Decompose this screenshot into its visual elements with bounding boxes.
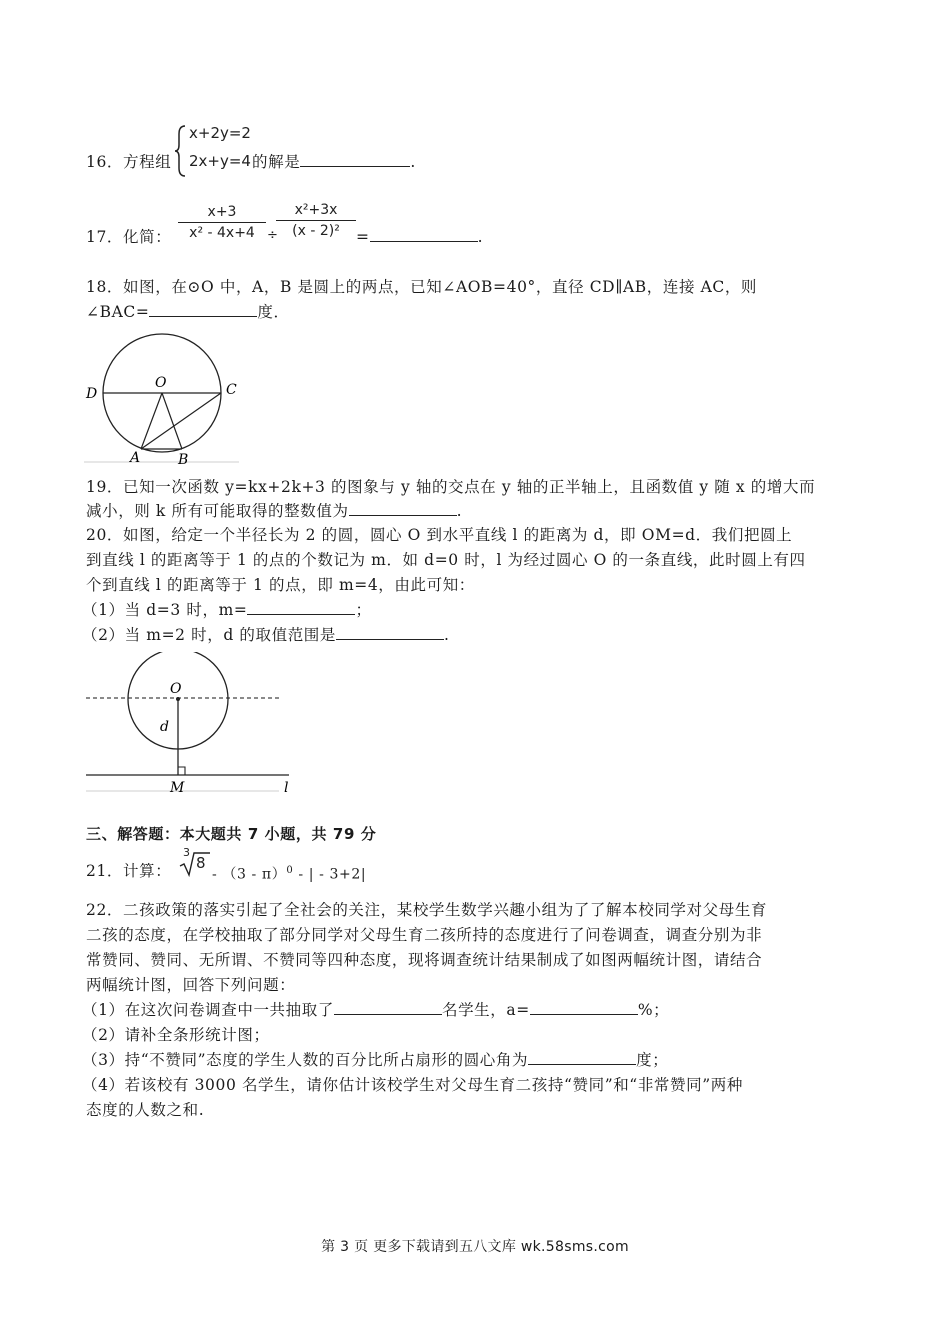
q17-end: . <box>477 228 484 246</box>
label-m: M <box>170 780 185 794</box>
q20-line-3: 个到直线 l 的距离等于 1 的点，即 m=4，由此可知： <box>86 576 475 594</box>
fraction-2-numerator: x²+3x <box>294 202 338 218</box>
q18-line-1: 18．如图，在⊙O 中，A，B 是圆上的两点，已知∠AOB=40°，直径 CD∥AB，连接 AC，则 <box>86 278 758 296</box>
q20-sub2-prefix: （2）当 m=2 时，d 的取值范围是 <box>82 626 337 644</box>
q21-tail: - | - 3+2| <box>298 866 367 883</box>
fraction-2-denominator: (x - 2)² <box>292 223 340 239</box>
q22-sub1-prefix: （1）在这次问卷调查中一共抽取了 <box>82 1001 334 1019</box>
fraction-1-numerator: x+3 <box>207 204 237 220</box>
label-o: O <box>155 375 167 391</box>
circle-figure-q18 <box>84 332 244 464</box>
segment-oa <box>141 393 162 449</box>
q18-line-2-suffix: 度． <box>257 303 290 321</box>
segment-ac <box>141 393 221 449</box>
q18-answer-blank[interactable] <box>149 301 257 317</box>
section-heading: 三、解答题：本大题共 7 小题，共 79 分 <box>86 825 377 843</box>
q17-equals: = <box>356 228 370 246</box>
segment-ob <box>162 393 182 449</box>
q21-exponent: 0 <box>286 865 294 876</box>
q18-line-2-prefix: ∠BAC= <box>86 303 150 321</box>
label-d: D <box>86 386 98 402</box>
q20-sub1-suffix: ； <box>355 601 372 619</box>
q21-rest: - （3 - π） <box>212 866 287 883</box>
q22-line-3: 常赞同、赞同、无所谓、不赞同等四种态度，现将调查统计结果制成了如图两幅统计图，请结合 <box>86 951 763 969</box>
label-a: A <box>130 450 141 464</box>
label-c: C <box>226 382 237 398</box>
fraction-1-bar <box>178 222 266 223</box>
q20-line-2: 到直线 l 的距离等于 1 的点的个数记为 m．如 d=0 时，l 为经过圆心 O 的一条直线，此时圆上有四 <box>86 551 806 569</box>
division-sign: ÷ <box>267 228 278 243</box>
cube-root-expression <box>177 846 217 882</box>
q16-prefix: 16．方程组 <box>86 153 172 171</box>
q22-line-4: 两幅统计图，回答下列问题： <box>86 976 296 994</box>
label-o: O <box>170 681 182 697</box>
q19-line-2-prefix: 减小，则 k 所有可能取得的整数值为 <box>86 502 349 520</box>
q22-sub3-suffix: 度； <box>636 1051 669 1069</box>
fraction-2-bar <box>276 220 356 221</box>
q22-sub4-line-2: 态度的人数之和. <box>86 1101 205 1119</box>
page-footer: 第 3 页 更多下载请到五八文库 wk.58sms.com <box>321 1239 629 1255</box>
label-b: B <box>178 452 189 464</box>
q20-sub2-suffix: . <box>444 626 450 644</box>
q20-sub2-blank[interactable] <box>336 624 444 640</box>
q22-sub1-suffix: %； <box>637 1001 670 1019</box>
fraction-1-denominator: x² - 4x+4 <box>189 225 255 241</box>
q22-sub3-prefix: （3）持“不赞同”态度的学生人数的百分比所占扇形的圆心角为 <box>82 1051 529 1069</box>
q22-line-2: 二孩的态度，在学校抽取了部分同学对父母生育二孩所持的态度进行了问卷调查，调查分别为非 <box>86 926 763 944</box>
q16-suffix: 的解是 <box>252 153 301 171</box>
q20-sub1-blank[interactable] <box>247 599 355 615</box>
equation-1: x+2y=2 <box>189 124 251 142</box>
q22-sub1-blank-1[interactable] <box>334 999 442 1015</box>
q19-line-1: 19．已知一次函数 y=kx+2k+3 的图象与 y 轴的交点在 y 轴的正半轴上，且函数值 y 随 x 的增大而 <box>86 478 816 496</box>
q16-answer-blank[interactable] <box>300 151 410 167</box>
q22-line-1: 22．二孩政策的落实引起了全社会的关注，某校学生数学兴趣小组为了了解本校同学对父母生育 <box>86 901 768 919</box>
equation-system <box>175 122 255 180</box>
q17-prefix: 17．化简： <box>86 228 172 246</box>
q21-prefix: 21．计算： <box>86 862 172 880</box>
q22-sub1-mid: 名学生，a= <box>441 1001 530 1019</box>
radical-icon <box>177 849 211 879</box>
radicand: 8 <box>196 854 206 872</box>
q20-line-1: 20．如图，给定一个半径长为 2 的圆，圆心 O 到水平直线 l 的距离为 d，即 OM=d．我们把圆上 <box>86 526 793 544</box>
q19-line-2-suffix: . <box>456 502 463 520</box>
q17-answer-blank[interactable] <box>370 226 478 242</box>
circle-line-figure-q20 <box>84 652 294 794</box>
q20-sub1-prefix: （1）当 d=3 时，m= <box>82 601 248 619</box>
q22-sub2: （2）请补全条形统计图； <box>82 1026 270 1044</box>
label-l: l <box>284 780 289 794</box>
label-d: d <box>160 719 169 735</box>
brace-icon <box>175 124 187 178</box>
fraction-2 <box>276 202 356 239</box>
q22-sub1-blank-2[interactable] <box>530 999 638 1015</box>
fraction-1 <box>178 204 266 241</box>
q22-sub4-line-1: （4）若该校有 3000 名学生，请你估计该校学生对父母生育二孩持“赞同”和“非常赞同”两种 <box>82 1076 743 1094</box>
root-index: 3 <box>183 846 190 859</box>
q16-end: . <box>410 153 416 171</box>
equation-2: 2x+y=4 <box>189 152 251 170</box>
q22-sub3-blank[interactable] <box>528 1049 636 1065</box>
right-angle-mark <box>178 767 185 775</box>
q19-answer-blank[interactable] <box>349 500 457 516</box>
